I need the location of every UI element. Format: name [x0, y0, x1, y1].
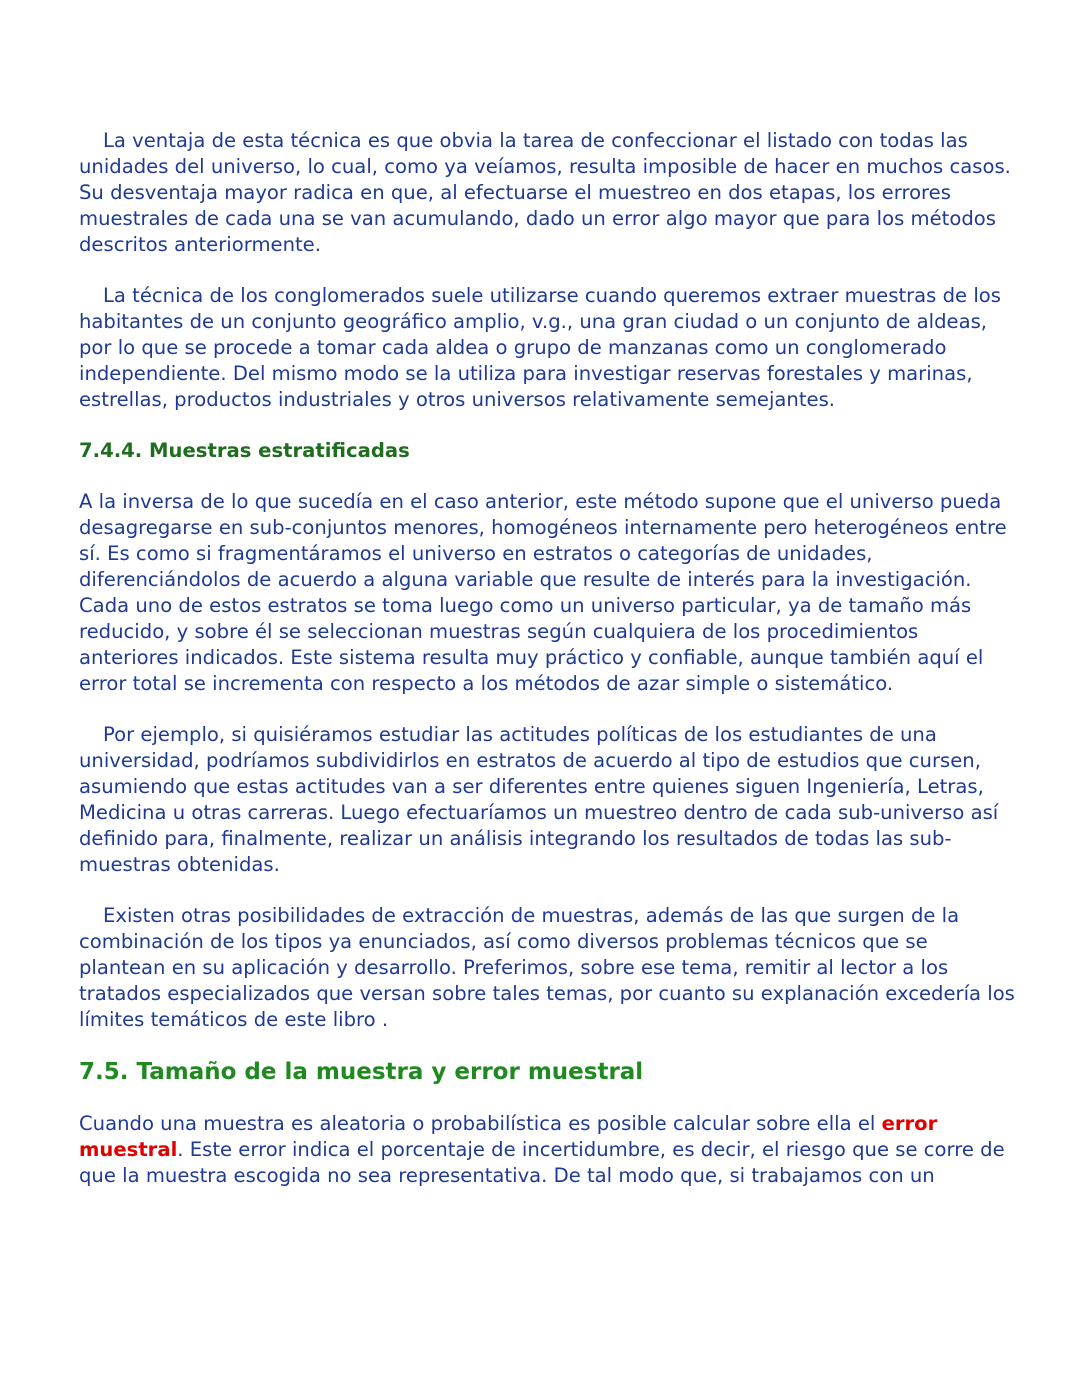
paragraph-error-muestral-start: Cuando una muestra es aleatoria o probabilística es posible calcular sobre ella el [79, 1112, 882, 1135]
paragraph-ejemplo: Por ejemplo, si quisiéramos estudiar las actitudes políticas de los estudiantes de una universidad, podríamos subdividirlos en estratos de acuerdo al tipo de estudios que cursen, asumiendo que estas actitudes van a ser diferentes entre quienes siguen Ingeniería, Letras, Medicina u otras carreras. Luego efectuaríamos un muestreo dentro de cada sub-universo así definido para, finalmente, realizar un análisis integrando los resultados de todas las sub-muestras obtenidas. [79, 723, 999, 876]
paragraph-otras-posibilidades: Existen otras posibilidades de extracción de muestras, además de las que surgen de la combinación de los tipos ya enunciados, así como diversos problemas técnicos que se plantean en su aplicación y desarrollo. Preferimos, sobre ese tema, remitir al lector a los tratados especializados que versan sobre tales temas, por cuanto su explanación excedería los límites temáticos de este libro . [79, 904, 1015, 1031]
paragraph-estratificadas: A la inversa de lo que sucedía en el caso anterior, este método supone que el universo pueda desagregarse en sub-conjuntos menores, homogéneos internamente pero heterogéneos entre sí. Es como si fragmentáramos el universo en estratos o categorías de unidades, diferenciándolos de acuerdo a alguna variable que resulte de interés para la investigación. Cada uno de estos estratos se toma luego como un universo particular, ya de tamaño más reducido, y sobre él se seleccionan muestras según cualquiera de los procedimientos anteriores indicados. Este sistema resulta muy práctico y confiable, aunque también aquí el error total se incrementa con respecto a los métodos de azar simple o sistemático. [79, 490, 1007, 695]
document-page [79, 128, 1019, 1214]
highlight-error-muestral: error muestral [79, 1112, 938, 1161]
paragraph-conglomerados: La técnica de los conglomerados suele utilizarse cuando queremos extraer muestras de los habitantes de un conjunto geográfico amplio, v.g., una gran ciudad o un conjunto de aldeas, por lo que se procede a tomar cada aldea o grupo de manzanas como un conglomerado independiente. Del mismo modo se la utiliza para investigar reservas forestales y marinas, estrellas, productos industriales y otros universos relativamente semejantes. [79, 284, 1001, 411]
paragraph-error-muestral [79, 1111, 1019, 1189]
subsection-heading-muestras-estratificadas: 7.4.4. Muestras estratificadas [79, 439, 410, 462]
section-heading-tamano-muestra: 7.5. Tamaño de la muestra y error muestral [79, 1059, 644, 1085]
paragraph-ventaja: La ventaja de esta técnica es que obvia la tarea de confeccionar el listado con todas las unidades del universo, lo cual, como ya veíamos, resulta imposible de hacer en muchos casos. Su desventaja mayor radica en que, al efectuarse el muestreo en dos etapas, los errores muestrales de cada una se van acumulando, dado un error algo mayor que para los métodos descritos anteriormente. [79, 129, 1011, 256]
paragraph-error-muestral-end: . Este error indica el porcentaje de incertidumbre, es decir, el riesgo que se corre de que la muestra escogida no sea representativa. De tal modo que, si trabajamos con un [79, 1138, 1005, 1187]
